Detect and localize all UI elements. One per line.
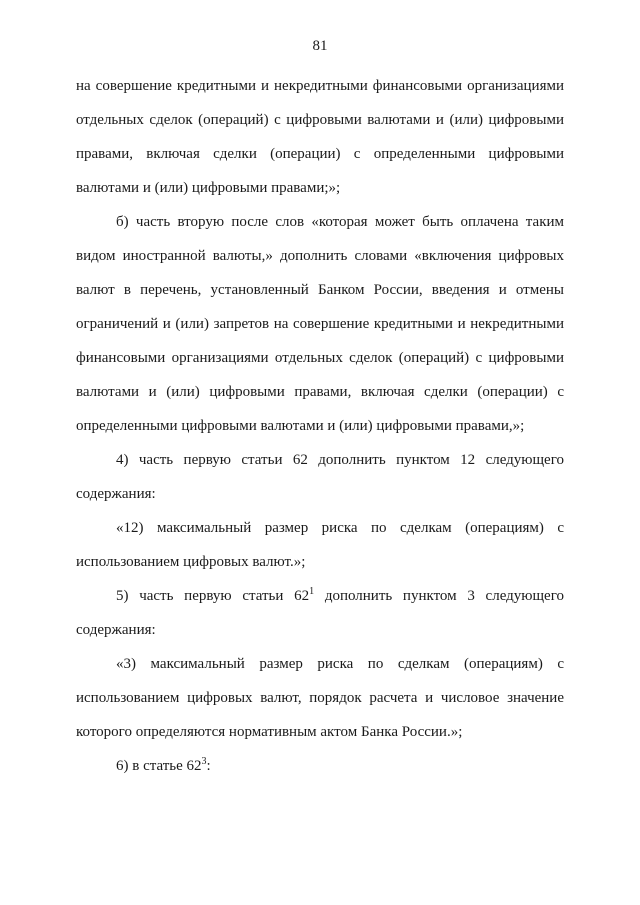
paragraph-6-text: 6) в статье 62	[116, 758, 202, 774]
paragraph-6-superscript: 3	[201, 756, 207, 767]
paragraph-continuation: на совершение кредитными и некредитными финансовыми организациями отдельных сделок (операций) с цифровыми валютами и (или) цифровыми правами, включая сделки (операции) с определенными цифровыми валютами и (или) цифровыми правами;»;	[76, 78, 564, 196]
paragraph-5-text-rest: дополнить пунктом 3 следующего содержания:	[76, 588, 564, 638]
paragraph-5	[76, 579, 564, 647]
paragraph-quote-12: «12) максимальный размер риска по сделкам (операциям) с использованием цифровых валют.»;	[76, 520, 564, 570]
paragraph-5-superscript: 1	[309, 586, 315, 597]
paragraph-6	[76, 749, 564, 783]
page-number: 81	[312, 38, 328, 54]
paragraph-5-text: 5) часть первую статьи 62	[116, 588, 310, 604]
paragraph-b: б) часть вторую после слов «которая может быть оплачена таким видом иностранной валюты,» дополнить словами «включения цифровых валют в перечень, установленный Банком России, введения и отмены ограничений и (или) запретов на совершение кредитными и некредитными финансовыми организациями отдельных сделок (операций) с цифровыми валютами и (или) цифровыми правами, включая сделки (операции) с определенными цифровыми валютами и (или) цифровыми правами,»;	[76, 214, 564, 434]
paragraph-quote-3: «3) максимальный размер риска по сделкам (операциям) с использованием цифровых валют, порядок расчета и числовое значение которого определяются нормативным актом Банка России.»;	[76, 656, 564, 740]
paragraph-4: 4) часть первую статьи 62 дополнить пунктом 12 следующего содержания:	[76, 452, 564, 502]
document-body	[76, 69, 564, 783]
paragraph-6-text-rest: :	[206, 758, 211, 774]
